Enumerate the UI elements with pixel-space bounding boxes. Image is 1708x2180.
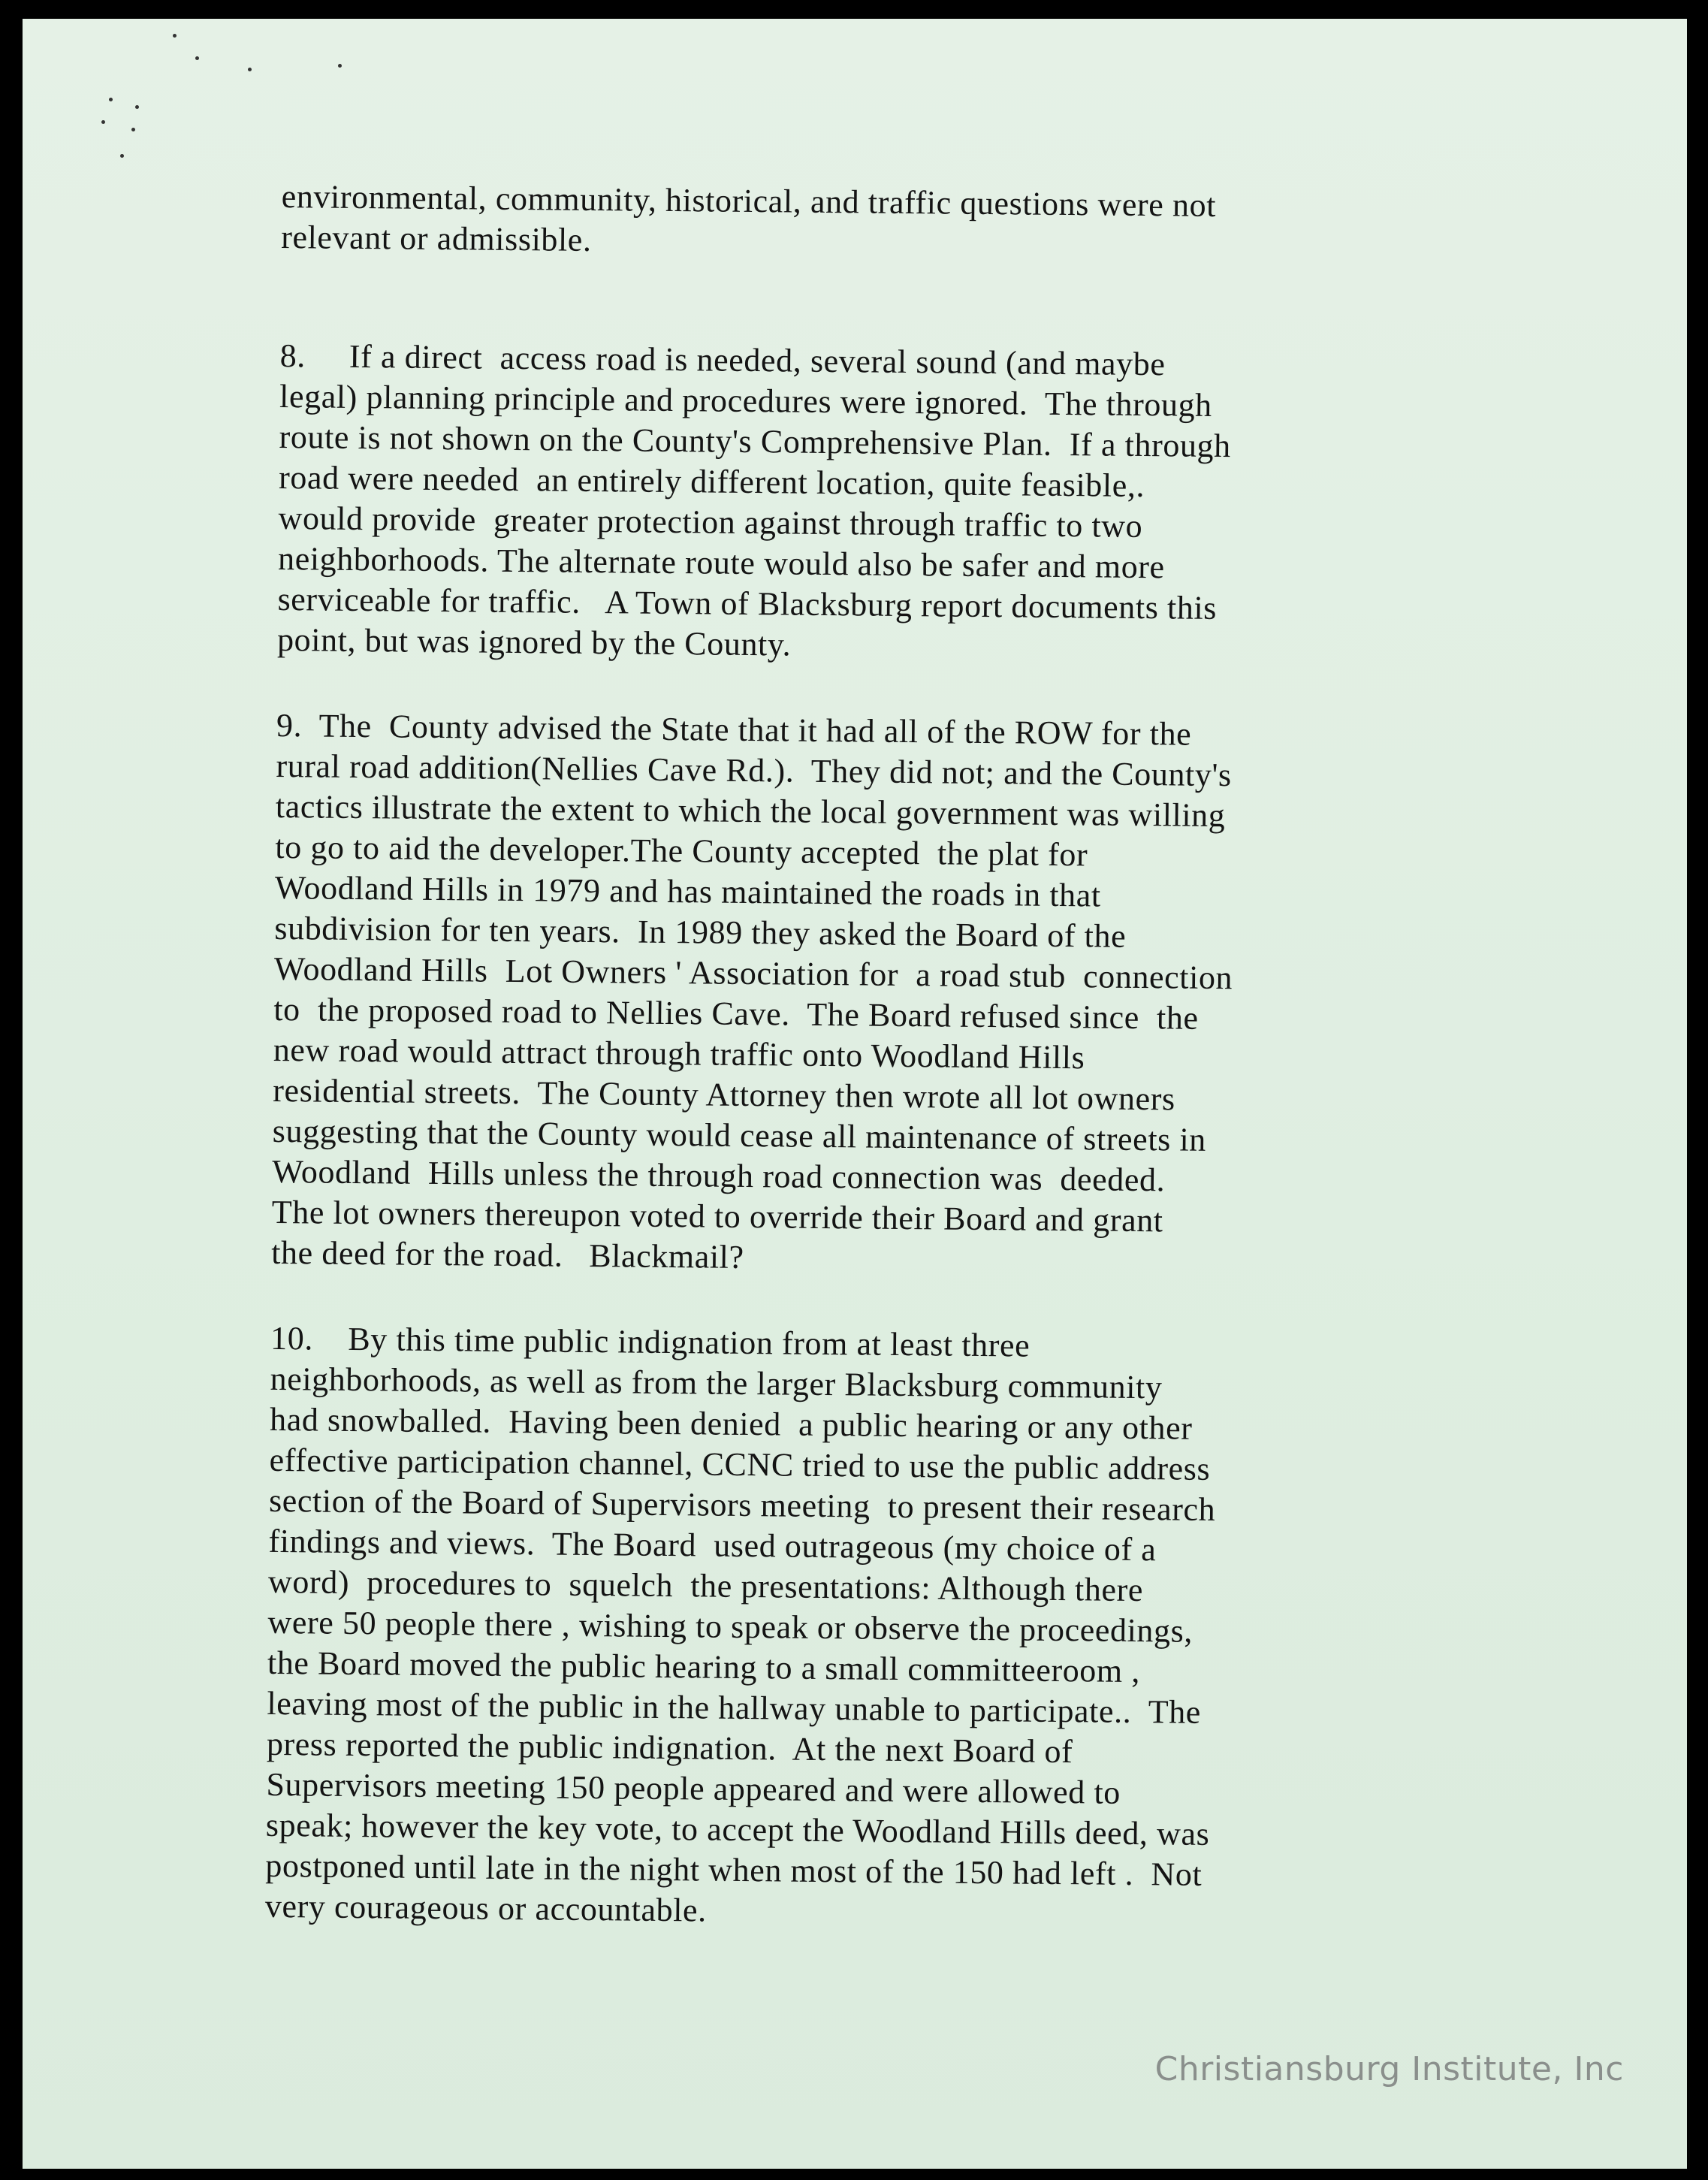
text-line: Supervisors meeting 150 people appeared and were allowed to: [266, 1765, 1121, 1811]
speck: [131, 128, 135, 131]
paper-specks: [90, 34, 361, 184]
text-line: The lot owners thereupon voted to override their Board and grant: [271, 1193, 1163, 1239]
text-line: serviceable for traffic. A Town of Blacksburg report documents this: [277, 580, 1218, 627]
text-line: 8. If a direct access road is needed, several sound (and maybe: [279, 337, 1166, 383]
text-line: Woodland Hills in 1979 and has maintained the roads in that: [274, 868, 1101, 914]
speck: [173, 34, 177, 38]
text-line: leaving most of the public in the hallway unable to participate.. The: [267, 1684, 1202, 1731]
text-line: speak; however the key vote, to accept the Woodland Hills deed, was: [265, 1806, 1210, 1852]
paragraph-10: [265, 1318, 1465, 1938]
text-line: the deed for the road. Blackmail?: [271, 1233, 744, 1276]
text-line: section of the Board of Supervisors meeting to present their research: [268, 1481, 1216, 1529]
text-line: the Board moved the public hearing to a small committeeroom ,: [267, 1644, 1141, 1690]
text-line: postponed until late in the night when most of the 150 had left . Not: [265, 1846, 1203, 1893]
text-line: effective participation channel, CCNC tried to use the public address: [269, 1441, 1211, 1487]
text-line: findings and views. The Board used outrageous (my choice of a: [268, 1522, 1157, 1569]
text-line: had snowballed. Having been denied a public hearing or any other: [269, 1400, 1193, 1447]
watermark: Christiansburg Institute, Inc: [1154, 2050, 1624, 2088]
speck: [195, 56, 199, 60]
speck: [120, 154, 124, 158]
text-line: very courageous or accountable.: [264, 1887, 708, 1929]
document-body: [265, 177, 1476, 1938]
speck: [248, 68, 252, 71]
text-line: environmental, community, historical, and traffic questions were not: [281, 177, 1217, 224]
text-line: tactics illustrate the extent to which the local government was willing: [275, 787, 1226, 835]
text-line: Woodland Hills unless the through road connection was deeded.: [272, 1152, 1166, 1199]
text-line: would provide greater protection against through traffic to two: [278, 499, 1143, 545]
speck: [135, 105, 139, 109]
speck: [338, 64, 342, 68]
text-line: Woodland Hills Lot Owners ' Association for a road stub connection: [273, 950, 1233, 997]
speck: [101, 120, 105, 124]
text-line: route is not shown on the County's Comprehensive Plan. If a through: [279, 418, 1232, 465]
paragraph-8: [277, 336, 1474, 672]
text-line: neighborhoods, as well as from the larger Blacksburg community: [270, 1360, 1163, 1406]
paragraph-9: [271, 705, 1471, 1285]
text-line: word) procedures to squelch the presentations: Although there: [267, 1563, 1144, 1609]
text-line: 9. The County advised the State that it had all of the ROW for the: [276, 706, 1192, 753]
text-line: new road would attract through traffic onto Woodland Hills: [273, 1031, 1085, 1076]
text-line: to go to aid the developer.The County accepted the plat for: [275, 828, 1088, 874]
text-line: subdivision for ten years. In 1989 they asked the Board of the: [274, 909, 1127, 955]
text-line: relevant or admissible.: [280, 218, 592, 258]
text-line: 10. By this time public indignation from at least three: [270, 1319, 1031, 1364]
text-line: legal) planning principle and procedures were ignored. The through: [279, 377, 1213, 424]
text-line: point, but was ignored by the County.: [276, 620, 792, 663]
text-line: road were needed an entirely different location, quite feasible,.: [278, 458, 1145, 505]
text-line: neighborhoods. The alternate route would also be safer and more: [277, 539, 1165, 586]
text-line: suggesting that the County would cease all maintenance of streets in: [272, 1112, 1207, 1158]
text-line: press reported the public indignation. At the next Board of: [266, 1725, 1073, 1771]
text-line: rural road addition(Nellies Cave Rd.). They did not; and the County's: [276, 747, 1232, 794]
intro-paragraph: [281, 177, 1476, 269]
text-line: residential streets. The County Attorney then wrote all lot owners: [273, 1071, 1175, 1118]
text-line: were 50 people there , wishing to speak or observe the proceedings,: [267, 1603, 1193, 1650]
speck: [109, 98, 113, 101]
text-line: to the proposed road to Nellies Cave. The Board refused since the: [273, 990, 1199, 1037]
